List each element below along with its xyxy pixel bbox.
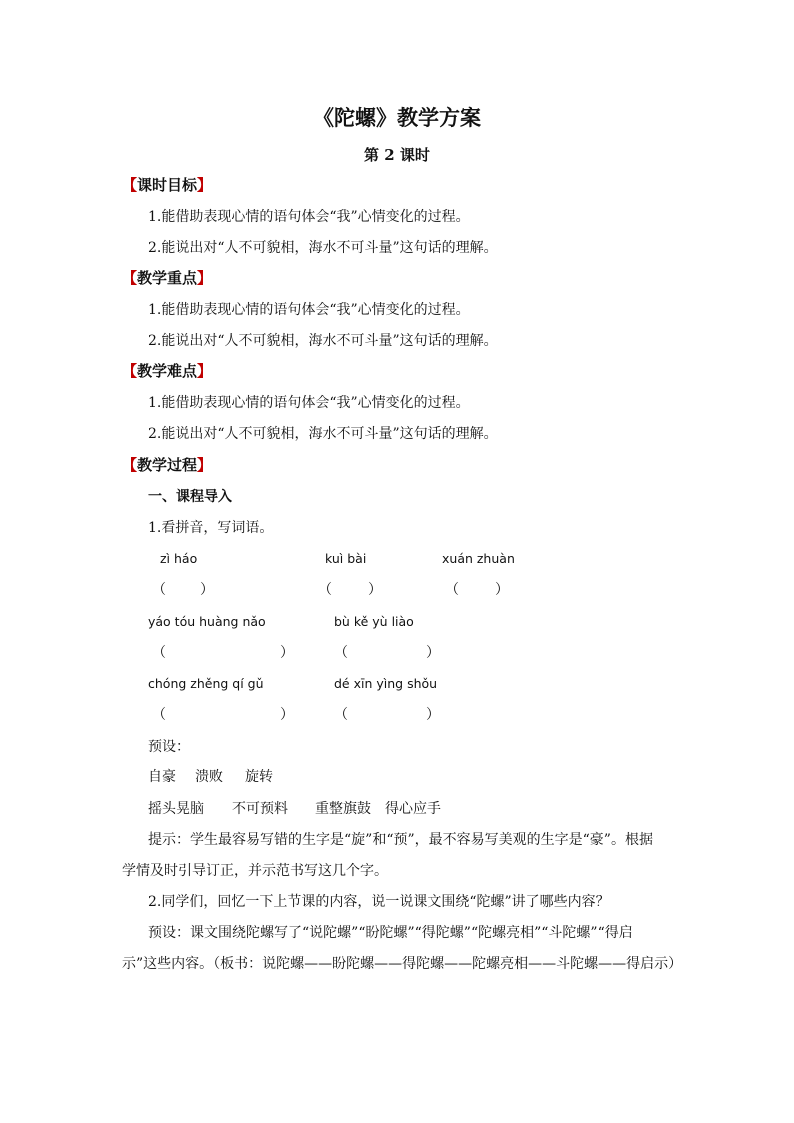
answer-blank-open: （ <box>334 645 348 661</box>
heading-bracket-open: 【 <box>122 362 138 380</box>
pinyin-word: bù kě yù liào <box>334 614 414 629</box>
tip-paragraph-line: 学情及时引导订正，并示范书写这几个字。 <box>122 863 388 879</box>
answer-blank-close: ） <box>495 582 509 598</box>
document-title: 《陀螺》教学方案 <box>313 105 481 130</box>
answer-blank-close: ） <box>280 645 294 661</box>
answer-word: 得心应手 <box>385 801 441 817</box>
pinyin-word: zì háo <box>160 551 198 566</box>
section-heading-difficulties <box>122 361 212 381</box>
answer-blank-close: ） <box>200 582 214 598</box>
answer-word: 摇头晃脑 <box>148 801 204 817</box>
answer-blank-open: （ <box>334 707 348 723</box>
pinyin-word: chóng zhěng qí gǔ <box>148 676 264 691</box>
tip-paragraph-line: 提示：学生最容易写错的生字是“旋”和“预”，最不容易写美观的生字是“豪”。根据 <box>148 832 653 848</box>
difficulty-item-1: 1.能借助表现心情的语句体会“我”心情变化的过程。 <box>148 395 470 411</box>
pinyin-word: yáo tóu huàng nǎo <box>148 614 266 629</box>
key-point-item-2: 2.能说出对“人不可貌相，海水不可斗量”这句话的理解。 <box>148 333 498 349</box>
heading-bracket-close: 】 <box>197 362 213 380</box>
answer-blank-open: （ <box>445 582 459 598</box>
preset-label: 预设： <box>148 739 190 755</box>
process-task-two: 2.同学们，回忆一下上节课的内容，说一说课文围绕“陀螺”讲了哪些内容？ <box>148 894 610 910</box>
answer-word: 溃败 <box>195 769 223 785</box>
heading-label: 课时目标 <box>137 176 198 194</box>
answer-word: 自豪 <box>148 769 176 785</box>
answer-blank-open: （ <box>152 645 166 661</box>
heading-bracket-close: 】 <box>197 269 213 287</box>
difficulty-item-2: 2.能说出对“人不可貌相，海水不可斗量”这句话的理解。 <box>148 426 498 442</box>
preset-paragraph-line: 示”这些内容。（板书：说陀螺——盼陀螺——得陀螺——陀螺亮相——斗陀螺——得启示） <box>122 956 683 972</box>
answer-word: 不可预料 <box>232 801 288 817</box>
goal-item-1: 1.能借助表现心情的语句体会“我”心情变化的过程。 <box>148 209 470 225</box>
heading-bracket-close: 】 <box>197 456 213 474</box>
answer-blank-open: （ <box>152 707 166 723</box>
heading-bracket-open: 【 <box>122 269 138 287</box>
pinyin-word: kuì bài <box>325 551 367 566</box>
answer-blank-open: （ <box>152 582 166 598</box>
section-heading-key-points <box>122 268 212 288</box>
heading-label: 教学难点 <box>137 362 198 380</box>
answer-blank-close: ） <box>368 582 382 598</box>
answer-word: 重整旗鼓 <box>315 801 371 817</box>
preset-paragraph-line: 预设：课文围绕陀螺写了“说陀螺”“盼陀螺”“得陀螺”“陀螺亮相”“斗陀螺”“得启 <box>148 925 633 941</box>
goal-item-2: 2.能说出对“人不可貌相，海水不可斗量”这句话的理解。 <box>148 240 498 256</box>
heading-label: 教学重点 <box>137 269 198 287</box>
lesson-subtitle: 第 2 课时 <box>364 146 430 164</box>
process-part-one: 一、课程导入 <box>148 489 232 505</box>
process-task-one: 1.看拼音，写词语。 <box>148 520 274 536</box>
pinyin-word: xuán zhuàn <box>442 551 515 566</box>
answer-blank-close: ） <box>426 645 440 661</box>
pinyin-word: dé xīn yìng shǒu <box>334 676 438 691</box>
answer-blank-close: ） <box>426 707 440 723</box>
answer-blank-close: ） <box>280 707 294 723</box>
section-heading-goals <box>122 175 212 195</box>
answer-word: 旋转 <box>245 769 273 785</box>
heading-bracket-close: 】 <box>197 176 213 194</box>
heading-bracket-open: 【 <box>122 176 138 194</box>
answer-blank-open: （ <box>318 582 332 598</box>
key-point-item-1: 1.能借助表现心情的语句体会“我”心情变化的过程。 <box>148 302 470 318</box>
heading-bracket-open: 【 <box>122 456 138 474</box>
section-heading-process <box>122 455 212 475</box>
heading-label: 教学过程 <box>137 456 198 474</box>
